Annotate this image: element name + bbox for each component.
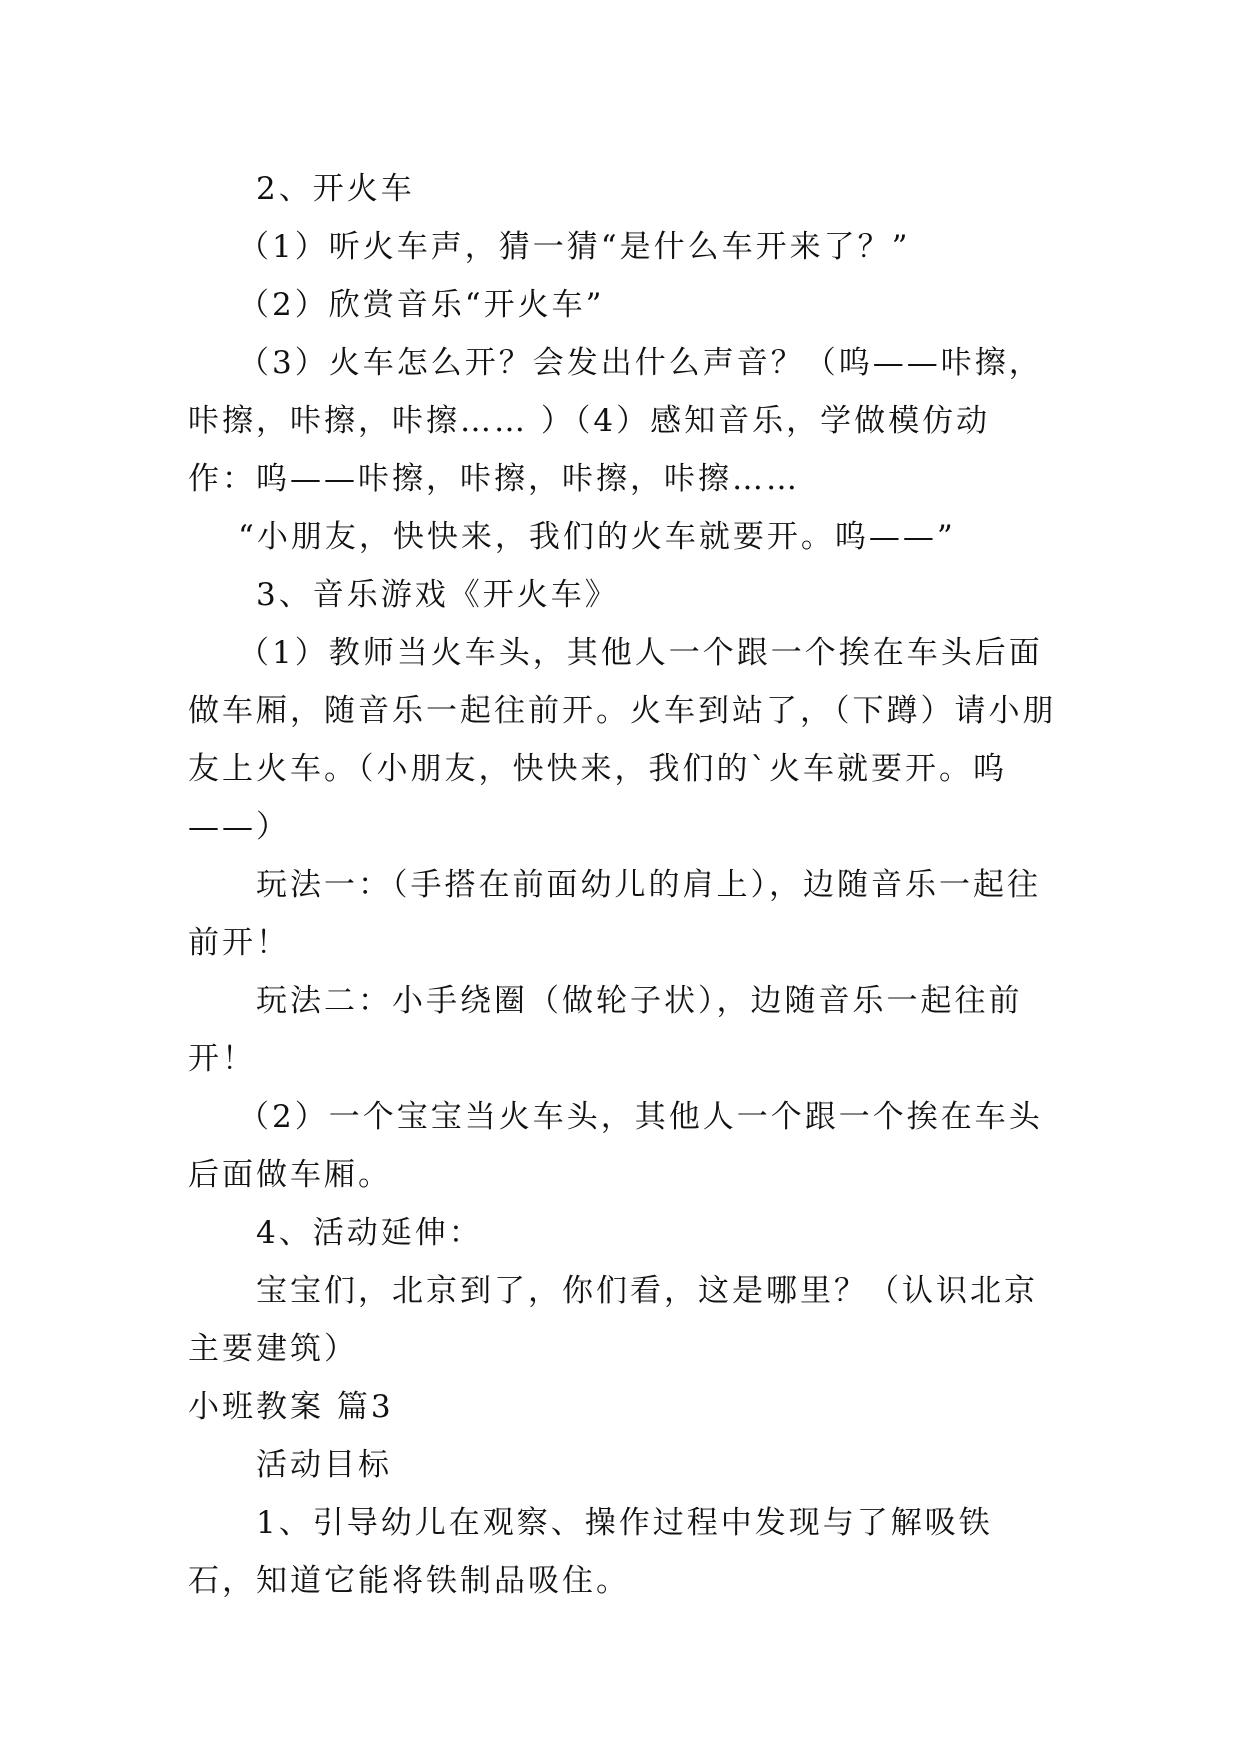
paragraph-teacher-as-engine: （1）教师当火车头，其他人一个跟一个挨在车头后面做车厢，随音乐一起往前开。火车到站了，（下蹲）请小朋友上火车。（小朋友，快快来，我们的`火车就要开。呜——） (188, 635, 1057, 845)
section-heading-activity-goals: 活动目标 (256, 1447, 392, 1483)
paragraph-goal-one: 1、引导幼儿在观察、操作过程中发现与了解吸铁石，知道它能将铁制品吸住。 (188, 1505, 993, 1599)
section-heading-activity-extension: 4、活动延伸： (256, 1215, 483, 1251)
document-body (188, 160, 1058, 1610)
paragraph-how-train-runs: （3）火车怎么开？会发出什么声音？（呜——咔擦，咔擦，咔擦，咔擦…… ）（4）感知音乐，学做模仿动作：呜——咔擦，咔擦，咔擦，咔擦…… (188, 345, 1043, 497)
paragraph-listen-train-sound: （1）听火车声，猜一猜“是什么车开来了？” (238, 229, 911, 265)
section-heading-drive-train: 2、开火车 (256, 171, 415, 207)
paragraph-song-lyric: “小朋友，快快来，我们的火车就要开。呜——” (238, 519, 956, 555)
paragraph-play-method-two: 玩法二：小手绕圈（做轮子状），边随音乐一起往前开！ (188, 983, 1023, 1077)
paragraph-baby-as-engine: （2）一个宝宝当火车头，其他人一个跟一个挨在车头后面做车厢。 (188, 1099, 1043, 1193)
paragraph-enjoy-music: （2）欣赏音乐“开火车” (238, 287, 605, 323)
lesson-plan-title: 小班教案 篇3 (188, 1389, 394, 1425)
paragraph-beijing-arrived: 宝宝们，北京到了，你们看，这是哪里？（认识北京主要建筑） (188, 1273, 1038, 1367)
section-heading-music-game: 3、音乐游戏《开火车》 (256, 577, 619, 613)
paragraph-play-method-one: 玩法一：（手搭在前面幼儿的肩上），边随音乐一起往前开！ (188, 867, 1041, 961)
